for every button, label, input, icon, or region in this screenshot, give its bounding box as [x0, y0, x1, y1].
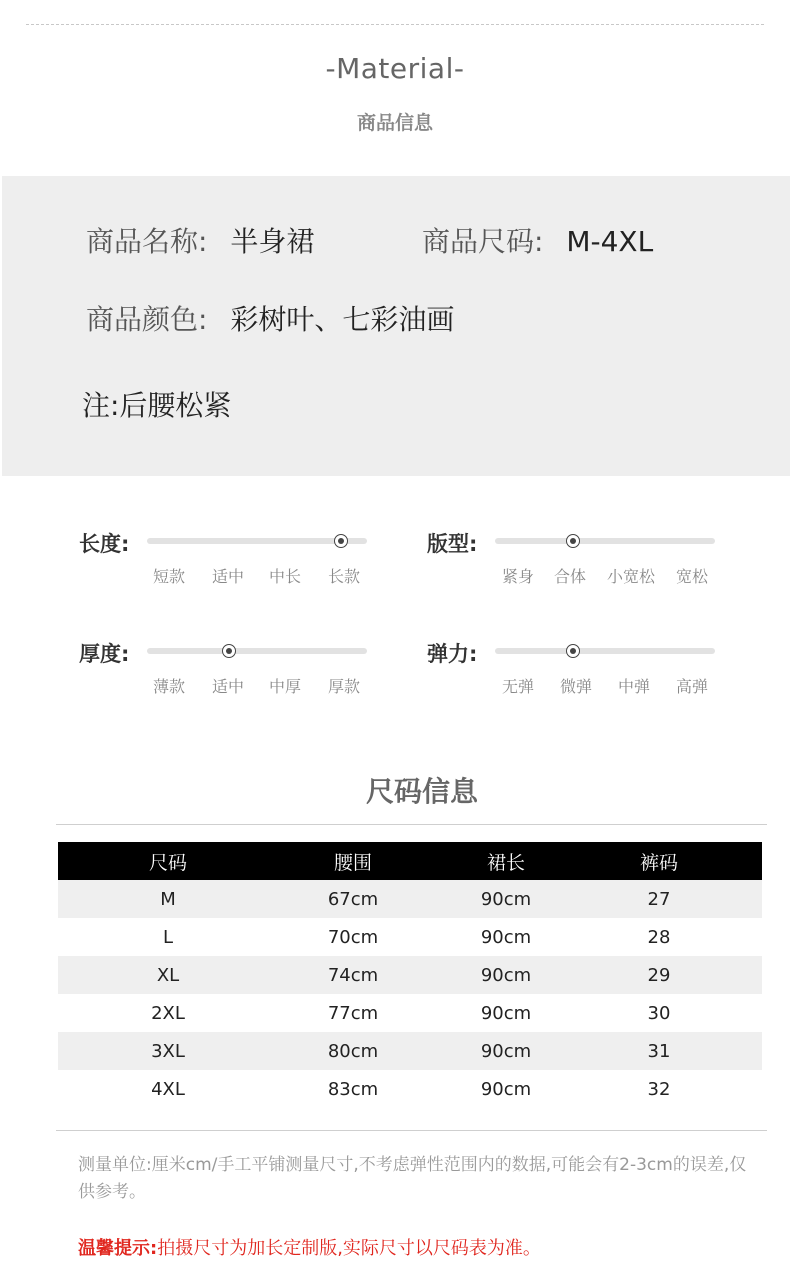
table-row — [58, 994, 762, 1032]
product-size-label: 商品尺码: — [422, 225, 544, 258]
length-label: 长度: — [79, 532, 130, 556]
table-row — [58, 880, 762, 918]
cell-waist: 80cm — [278, 1032, 428, 1070]
cell-waist: 74cm — [278, 956, 428, 994]
table-row — [58, 1032, 762, 1070]
measurement-note: 测量单位:厘米cm/手工平铺测量尺寸,不考虑弹性范围内的数据,可能会有2-3cm的误差,仅供参考。 — [78, 1155, 747, 1202]
fit-option: 宽松 — [675, 567, 708, 586]
elasticity-track — [495, 648, 715, 654]
length-option: 中长 — [268, 567, 301, 586]
cell-length: 90cm — [480, 926, 532, 948]
fit-option: 紧身 — [501, 567, 534, 586]
fit-option: 合体 — [553, 567, 586, 586]
cell-size: M — [58, 880, 278, 918]
product-color-row — [86, 298, 454, 338]
header-waist: 腰围 — [278, 842, 428, 880]
thickness-track — [147, 648, 367, 654]
cell-waist: 70cm — [327, 926, 379, 948]
warm-tip — [78, 1234, 541, 1260]
thickness-option: 薄款 — [152, 677, 185, 696]
cell-pants: 27 — [584, 880, 734, 918]
table-row — [58, 1070, 762, 1108]
elasticity-option: 微弹 — [559, 677, 592, 696]
elasticity-option: 高弹 — [675, 677, 708, 696]
product-note: 注:后腰松紧 — [82, 389, 232, 422]
elasticity-option: 中弹 — [617, 677, 650, 696]
size-chart-bottom-rule — [56, 1130, 767, 1131]
cell-size: XL — [58, 956, 278, 994]
thickness-option: 厚款 — [327, 677, 360, 696]
fit-option: 小宽松 — [606, 567, 655, 586]
warm-tip-label: 温馨提示: — [78, 1238, 158, 1259]
length-option: 长款 — [327, 567, 360, 586]
length-option: 短款 — [152, 567, 185, 586]
length-option: 适中 — [211, 567, 244, 586]
thickness-label: 厚度: — [79, 642, 130, 666]
header-pants-size: 裤码 — [584, 842, 734, 880]
cell-waist: 77cm — [327, 1002, 379, 1024]
cell-waist: 67cm — [278, 880, 428, 918]
warm-tip-text: 拍摄尺寸为加长定制版,实际尺寸以尺码表为准。 — [157, 1238, 541, 1259]
header-skirt-length: 裙长 — [428, 842, 584, 880]
cell-length: 90cm — [428, 1032, 584, 1070]
cell-length: 90cm — [428, 880, 584, 918]
header-empty — [734, 842, 762, 880]
product-size-value: M-4XL — [566, 225, 654, 258]
cell-size: 2XL — [151, 1002, 185, 1024]
table-row — [58, 956, 762, 994]
thickness-option: 适中 — [211, 677, 244, 696]
cell-pants: 31 — [584, 1032, 734, 1070]
elasticity-indicator — [566, 644, 580, 658]
cell-waist: 83cm — [327, 1078, 379, 1100]
product-size-row — [422, 220, 653, 260]
table-row — [58, 918, 762, 956]
cell-size: 3XL — [58, 1032, 278, 1070]
fit-indicator — [566, 534, 580, 548]
cell-length: 90cm — [428, 956, 584, 994]
product-name-value: 半身裙 — [230, 225, 315, 258]
elasticity-label: 弹力: — [427, 642, 478, 666]
cell-pants: 28 — [647, 926, 671, 948]
cell-size: L — [162, 926, 174, 948]
cell-pants: 32 — [647, 1078, 671, 1100]
size-chart-top-rule — [56, 824, 767, 825]
header-size: 尺码 — [58, 842, 278, 880]
cell-pants: 29 — [584, 956, 734, 994]
product-color-value: 彩树叶、七彩油画 — [230, 303, 455, 336]
product-color-label: 商品颜色: — [86, 303, 208, 336]
size-table — [58, 842, 762, 1108]
top-dashed-divider — [26, 24, 764, 25]
product-name-row — [86, 220, 314, 260]
section-title-en: -Material- — [325, 52, 465, 85]
fit-label: 版型: — [427, 532, 478, 556]
length-indicator — [334, 534, 348, 548]
cell-length: 90cm — [480, 1078, 532, 1100]
thickness-indicator — [222, 644, 236, 658]
product-info-panel — [2, 176, 790, 476]
size-chart-title: 尺码信息 — [365, 775, 478, 808]
fit-track — [495, 538, 715, 544]
size-table-header — [58, 842, 762, 880]
product-name-label: 商品名称: — [86, 225, 208, 258]
elasticity-option: 无弹 — [501, 677, 534, 696]
cell-pants: 30 — [647, 1002, 671, 1024]
section-title-cn: 商品信息 — [356, 112, 433, 134]
cell-size: 4XL — [151, 1078, 185, 1100]
thickness-option: 中厚 — [268, 677, 301, 696]
cell-length: 90cm — [480, 1002, 532, 1024]
